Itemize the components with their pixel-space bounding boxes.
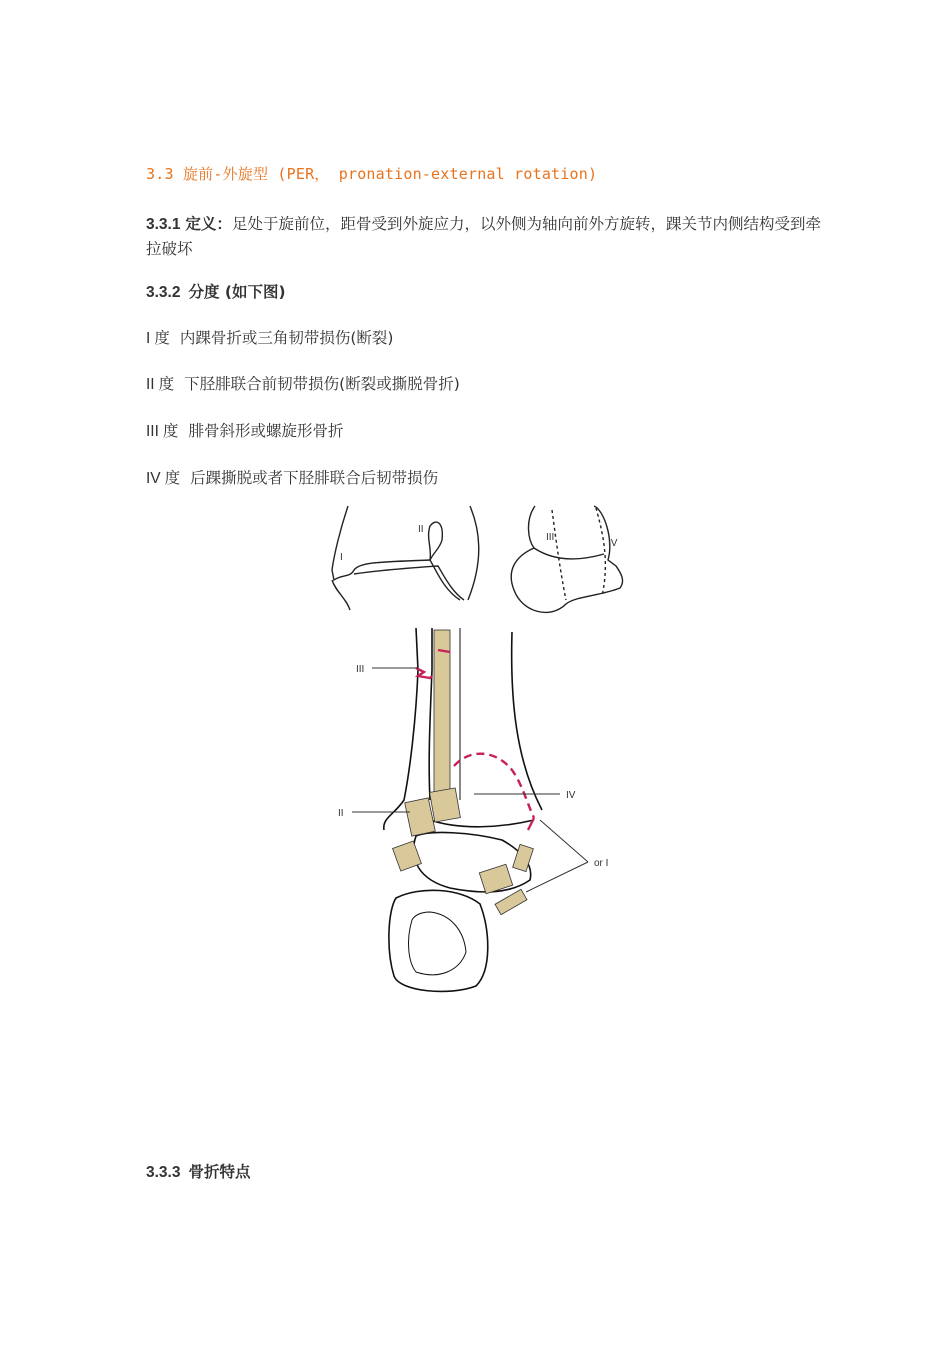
grade-item-1 [146,326,393,348]
definition-paragraph [146,212,826,261]
grading-subheading [146,280,286,302]
definition-number: 3.3.1 [146,216,181,233]
fig-label-top-iv: IV [608,538,618,549]
ankle-diagram [320,500,640,1000]
fig-label-main-or-i: or I [594,858,609,869]
grading-title: 分度 (如下图) [188,283,286,301]
grading-number: 3.3.2 [146,284,181,301]
definition-label: 定义： [185,215,232,233]
grade-roman: I [146,330,151,347]
grade-roman: II [146,376,155,393]
fig-label-top-ii: II [418,524,424,535]
grade-item-4 [146,466,438,488]
top-left-sketch [332,506,479,610]
top-right-sketch [511,506,622,612]
features-number: 3.3.3 [146,1164,181,1181]
leader-lines [352,668,588,892]
grade-item-3 [146,419,343,441]
fig-label-main-ii: II [338,808,344,819]
features-subheading [146,1160,251,1182]
definition-text: 足处于旋前位，距骨受到外旋应力，以外侧为轴向前外方旋转，踝关节内侧结构受到牵拉破坏 [146,215,821,258]
fig-label-top-i: I [340,552,343,563]
grade-degree: 度 [158,375,175,393]
grade-desc: 后踝撕脱或者下胫腓联合后韧带损伤 [190,469,439,487]
grade-item-2 [146,372,460,394]
grade-degree: 度 [162,422,179,440]
fig-label-main-iv: IV [566,790,576,801]
grade-roman: IV [146,470,161,487]
fig-label-main-iii: III [356,664,365,675]
grade-degree: 度 [164,469,181,487]
features-title: 骨折特点 [188,1163,251,1181]
grade-desc: 腓骨斜形或螺旋形骨折 [188,422,344,440]
grade-roman: III [146,423,159,440]
ankle-fracture-figure [320,500,640,1000]
grade-desc: 下胫腓联合前韧带损伤(断裂或撕脱骨折) [184,375,460,393]
section-heading: 3.3 旋前-外旋型 (PER， pronation-external rotation) [146,165,598,183]
grade-desc: 内踝骨折或三角韧带损伤(断裂) [179,329,394,347]
fig-label-top-iii: III [546,532,555,543]
grade-degree: 度 [154,329,170,347]
